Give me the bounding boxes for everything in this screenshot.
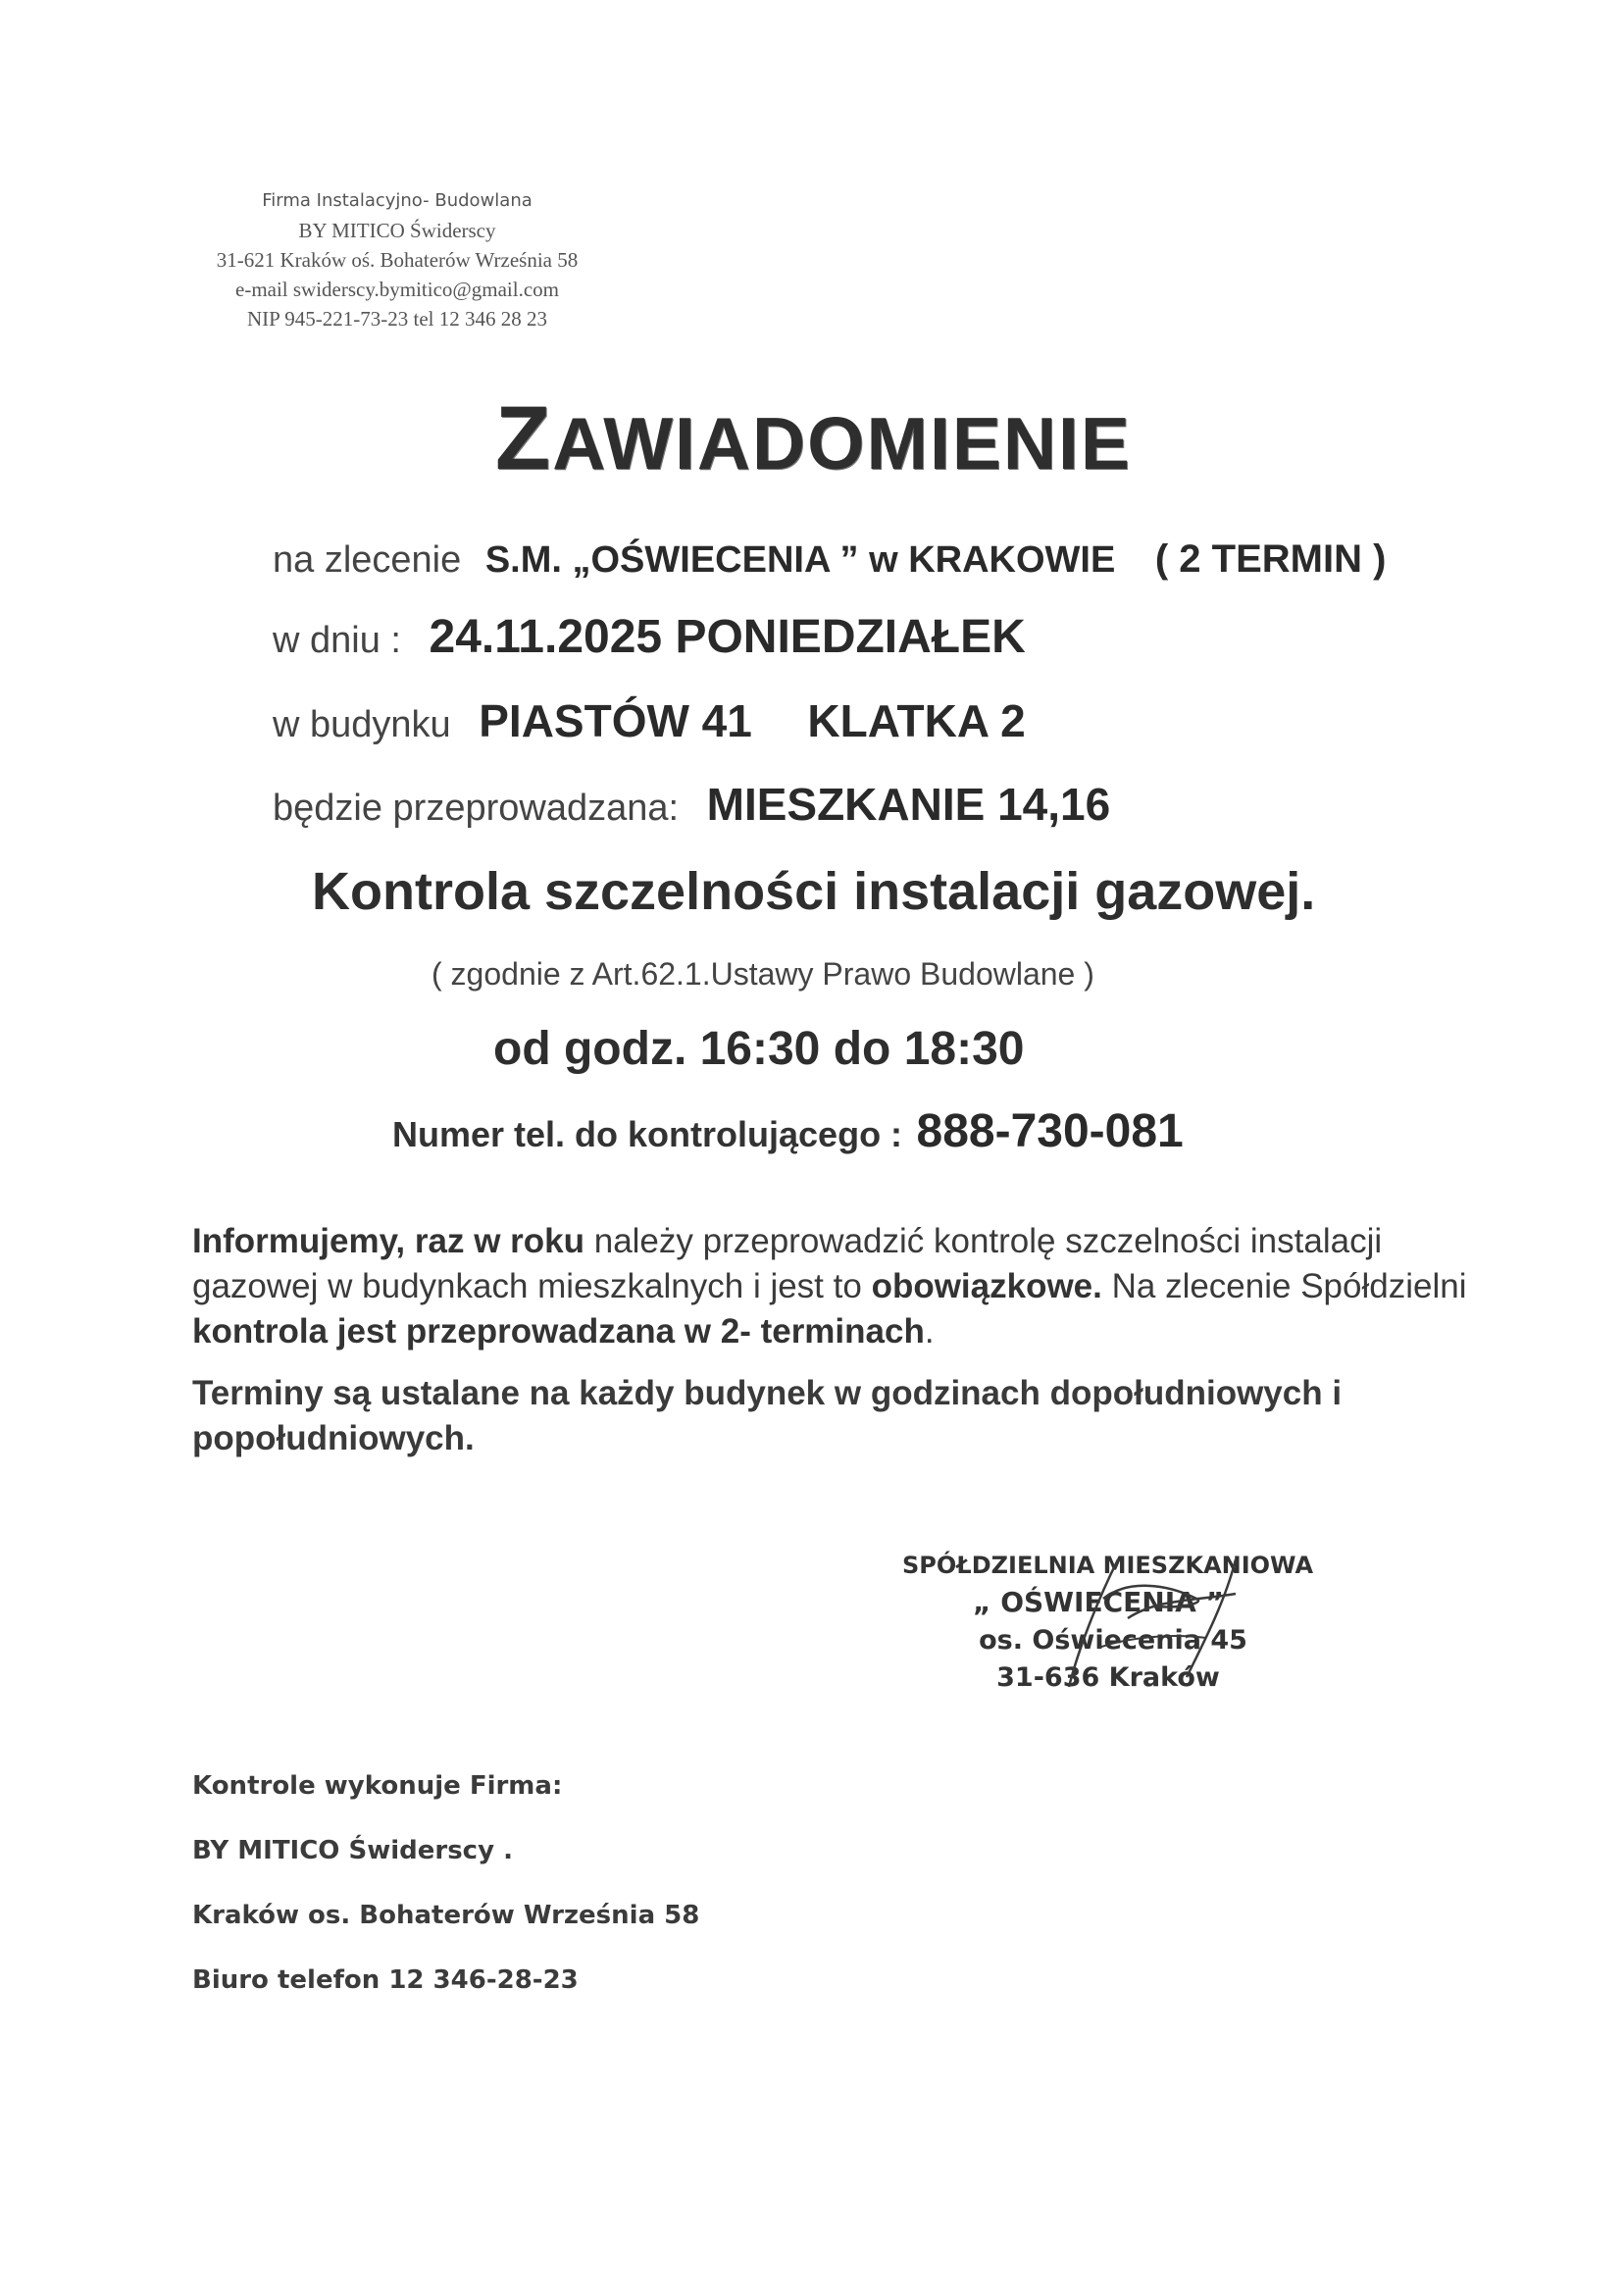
info-text-2: Na zlecenie Spółdzielni — [1101, 1267, 1467, 1305]
footer-line4: Biuro telefon 12 346-28-23 — [192, 1965, 579, 1995]
stamp-line1: SPÓŁDZIELNIA MIESZKANIOWA — [902, 1552, 1314, 1579]
info-end: . — [924, 1312, 935, 1351]
company-header-line1: Firma Instalacyjno- Budowlana — [262, 190, 533, 211]
company-header-line3: 31-621 Kraków oś. Bohaterów Września 58 — [216, 248, 579, 272]
document-title-initial: Z — [495, 388, 553, 488]
company-header-line4: e-mail swiderscy.bymitico@gmail.com — [235, 278, 559, 301]
order-label: na zlecenie — [273, 539, 462, 581]
stamp-line2: „ OŚWIECENIA ” — [973, 1586, 1224, 1618]
order-term: ( 2 TERMIN ) — [1154, 537, 1387, 581]
phone-line — [392, 1104, 1184, 1158]
apartment-label: będzie przeprowadzana: — [273, 788, 680, 829]
footer-line2: BY MITICO Świderscy . — [192, 1836, 513, 1865]
inspection-hours: od godz. 16:30 do 18:30 — [493, 1023, 1025, 1075]
footer-line3: Kraków os. Bohaterów Września 58 — [192, 1901, 700, 1930]
order-client: S.M. „OŚWIECENIA ” w KRAKOWIE — [484, 539, 1116, 581]
date-label: w dniu : — [273, 620, 401, 661]
building-label: w budynku — [273, 704, 451, 745]
building-line — [273, 694, 1026, 747]
info-bold-2: obowiązkowe. — [871, 1267, 1102, 1305]
terms-paragraph: Terminy są ustalane na każdy budynek w godzinach dopołudniowych i popołudniowych. — [192, 1374, 1343, 1457]
document-title-rest: AWIADOMIENIE — [552, 402, 1132, 484]
building-name: PIASTÓW 41 — [479, 695, 752, 746]
order-line — [273, 537, 1386, 582]
footer — [192, 1771, 699, 2030]
inspection-subject: Kontrola szczelności instalacji gazowej. — [312, 862, 1316, 921]
stamp-line3: os. Oświecenia 45 — [979, 1625, 1247, 1656]
apartment-value: MIESZKANIE 14,16 — [706, 779, 1111, 830]
building-staircase: KLATKA 2 — [807, 695, 1026, 746]
company-header-line5: NIP 945-221-73-23 tel 12 346 28 23 — [246, 307, 548, 331]
footer-line1: Kontrole wykonuje Firma: — [192, 1771, 563, 1801]
company-header-line2: BY MITICO Świderscy — [298, 219, 496, 242]
company-header — [167, 186, 628, 333]
date-value: 24.11.2025 PONIEDZIAŁEK — [429, 611, 1026, 663]
info-paragraph — [192, 1219, 1467, 1354]
legal-note: ( zgodnie z Art.62.1.Ustawy Prawo Budowlane ) — [431, 956, 1094, 992]
phone-number: 888-730-081 — [916, 1105, 1184, 1157]
info-text-1: należy przeprowadzić kontrolę szczelności instalacji gazowej w budynkach mieszkalnych i jest to — [192, 1222, 1383, 1305]
stamp-line4: 31-636 Kraków — [996, 1662, 1220, 1693]
date-line — [273, 610, 1026, 664]
document-title — [495, 387, 1132, 490]
info-bold-3: kontrola jest przeprowadzana w 2- terminach — [192, 1312, 925, 1351]
phone-label: Numer tel. do kontrolującego : — [392, 1114, 903, 1154]
info-bold-1: Informujemy, raz w roku — [192, 1222, 584, 1260]
apartment-line — [273, 778, 1110, 831]
signature — [1010, 1540, 1285, 1707]
